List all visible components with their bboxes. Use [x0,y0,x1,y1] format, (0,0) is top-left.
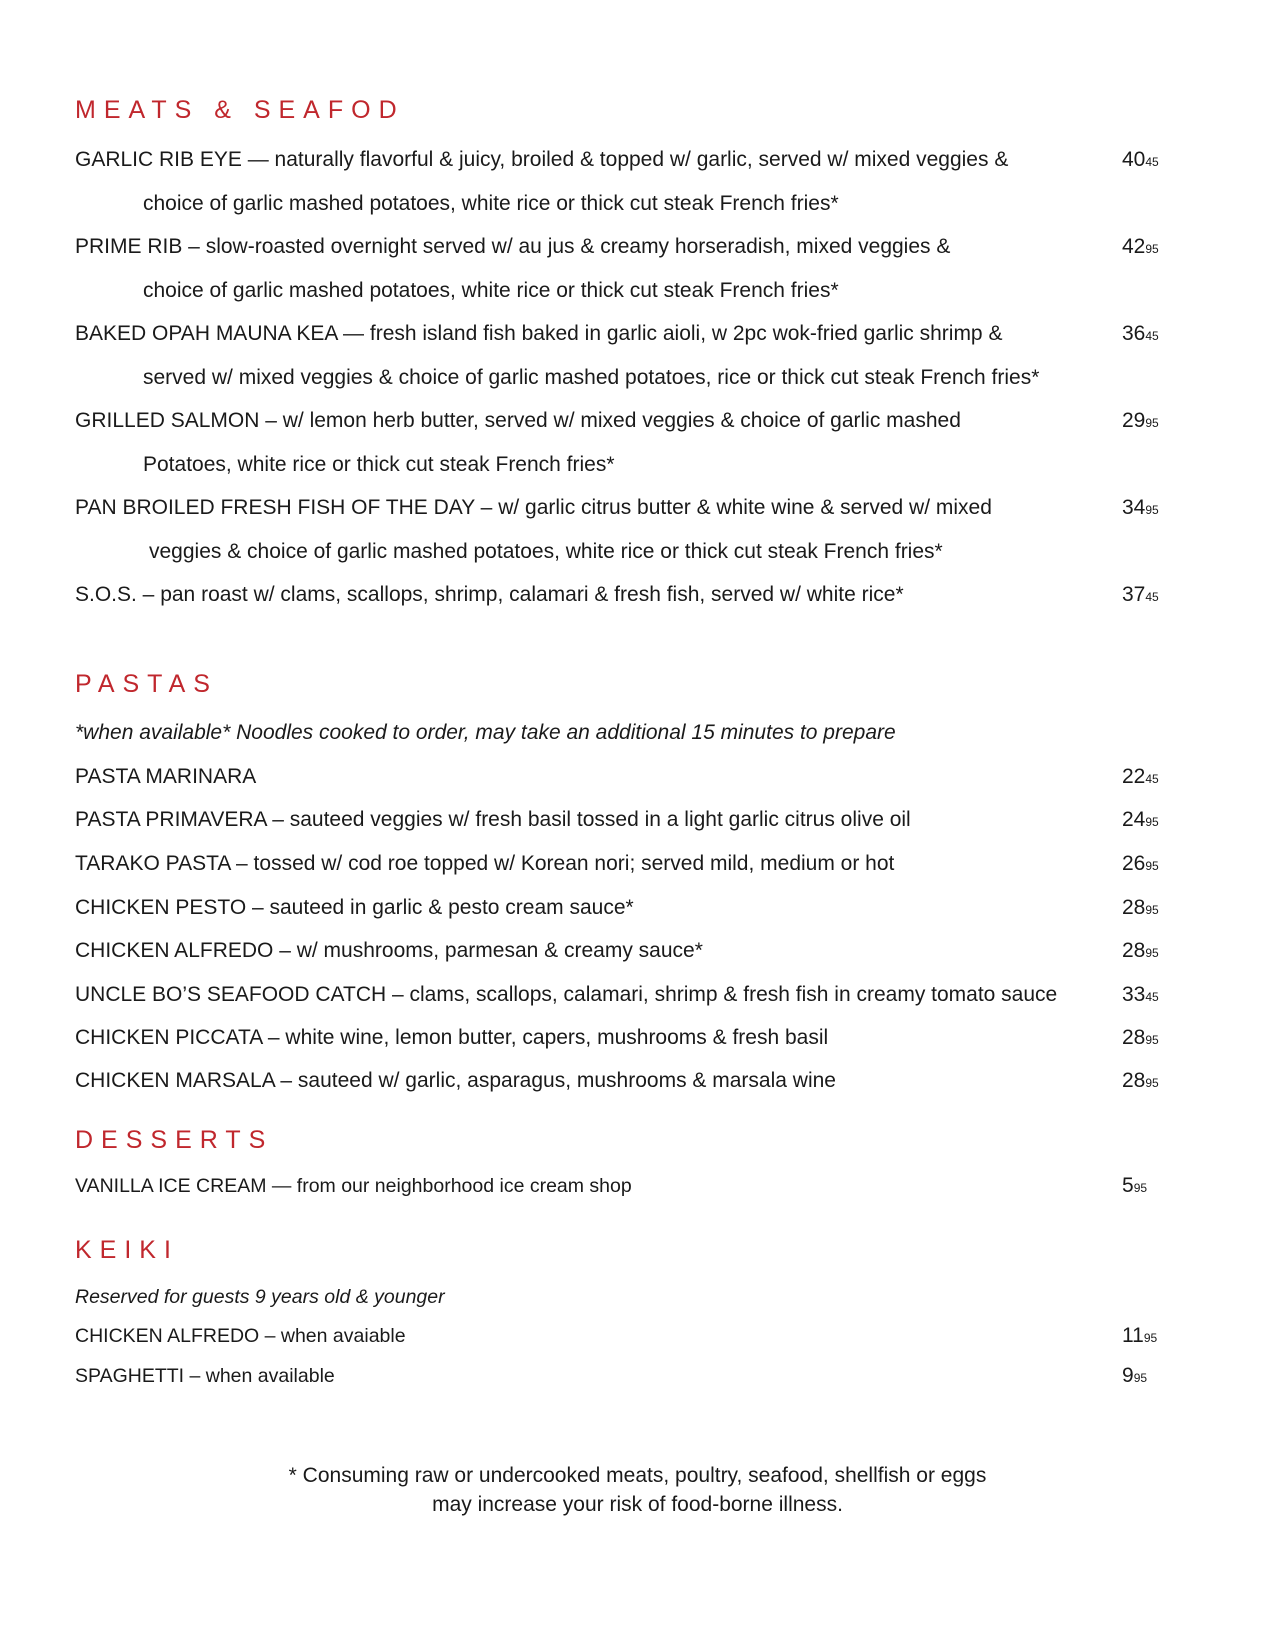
menu-item-chicken-alfredo: CHICKEN ALFREDO – w/ mushrooms, parmesan & creamy sauce* [75,939,703,962]
menu-item-description: Potatoes, white rice or thick cut steak French fries* [143,453,615,476]
price-chicken-piccata: 2895 [1122,1026,1159,1049]
price-chicken-pesto: 2895 [1122,896,1159,919]
pastas-note: *when available* Noodles cooked to order, may take an additional 15 minutes to prepare [75,721,896,744]
section-title-desserts: DESSERTS [75,1126,274,1154]
menu-item-pasta-marinara: PASTA MARINARA [75,765,257,788]
footer-disclaimer-line-2: may increase your risk of food-borne illness. [432,1493,843,1516]
price-seafood-catch: 3345 [1122,983,1159,1006]
menu-item-pasta-primavera: PASTA PRIMAVERA – sauteed veggies w/ fresh basil tossed in a light garlic citrus olive oil [75,808,911,831]
menu-item-grilled-salmon: GRILLED SALMON – w/ lemon herb butter, served w/ mixed veggies & choice of garlic mashed [75,409,961,432]
price-pasta-primavera: 2495 [1122,808,1159,831]
menu-item-chicken-pesto: CHICKEN PESTO – sauteed in garlic & pesto cream sauce* [75,896,634,919]
price-vanilla-ice-cream: 595 [1122,1174,1148,1197]
menu-item-description: served w/ mixed veggies & choice of garlic mashed potatoes, rice or thick cut steak French fries* [143,366,1040,389]
price-chicken-alfredo: 2895 [1122,939,1159,962]
menu-item-seafood-catch: UNCLE BO’S SEAFOOD CATCH – clams, scallops, calamari, shrimp & fresh fish in creamy tomato sauce [75,983,1058,1006]
price-chicken-marsala: 2895 [1122,1069,1159,1092]
menu-item-chicken-marsala: CHICKEN MARSALA – sauteed w/ garlic, asparagus, mushrooms & marsala wine [75,1069,836,1092]
section-title-pastas: PASTAS [75,670,218,698]
price-sos: 3745 [1122,583,1159,606]
menu-item-sos: S.O.S. – pan roast w/ clams, scallops, shrimp, calamari & fresh fish, served w/ white rice* [75,583,904,606]
price-fish-of-the-day: 3495 [1122,496,1159,519]
menu-item-vanilla-ice-cream: VANILLA ICE CREAM — from our neighborhood ice cream shop [75,1175,632,1197]
menu-item-description: choice of garlic mashed potatoes, white rice or thick cut steak French fries* [143,192,839,215]
price-garlic-rib-eye: 4045 [1122,148,1159,171]
menu-item-baked-opah: BAKED OPAH MAUNA KEA — fresh island fish baked in garlic aioli, w 2pc wok-fried garlic shrimp & [75,322,1003,345]
menu-item-keiki-chicken-alfredo: CHICKEN ALFREDO – when avaiable [75,1325,406,1347]
price-keiki-spaghetti: 995 [1122,1364,1148,1387]
price-baked-opah: 3645 [1122,322,1159,345]
keiki-note: Reserved for guests 9 years old & younger [75,1286,445,1308]
price-prime-rib: 4295 [1122,235,1159,258]
section-title-meats: MEATS & SEAFOD [75,96,405,124]
menu-item-description: choice of garlic mashed potatoes, white rice or thick cut steak French fries* [143,279,839,302]
section-title-keiki: KEIKI [75,1236,179,1264]
price-keiki-chicken-alfredo: 1195 [1122,1324,1158,1347]
footer-disclaimer-line-1: * Consuming raw or undercooked meats, poultry, seafood, shellfish or eggs [288,1464,987,1487]
menu-item-description: veggies & choice of garlic mashed potatoes, white rice or thick cut steak French fries* [149,540,943,563]
menu-item-fish-of-the-day: PAN BROILED FRESH FISH OF THE DAY – w/ garlic citrus butter & white wine & served w/ mixed [75,496,992,519]
price-pasta-marinara: 2245 [1122,765,1159,788]
menu-item-chicken-piccata: CHICKEN PICCATA – white wine, lemon butter, capers, mushrooms & fresh basil [75,1026,829,1049]
menu-item-keiki-spaghetti: SPAGHETTI – when available [75,1365,335,1387]
menu-item-prime-rib: PRIME RIB – slow-roasted overnight served w/ au jus & creamy horseradish, mixed veggies & [75,235,951,258]
menu-item-garlic-rib-eye: GARLIC RIB EYE — naturally flavorful & juicy, broiled & topped w/ garlic, served w/ mixed veggies & [75,148,1009,171]
price-tarako-pasta: 2695 [1122,852,1159,875]
menu-item-tarako-pasta: TARAKO PASTA – tossed w/ cod roe topped w/ Korean nori; served mild, medium or hot [75,852,895,875]
price-grilled-salmon: 2995 [1122,409,1159,432]
